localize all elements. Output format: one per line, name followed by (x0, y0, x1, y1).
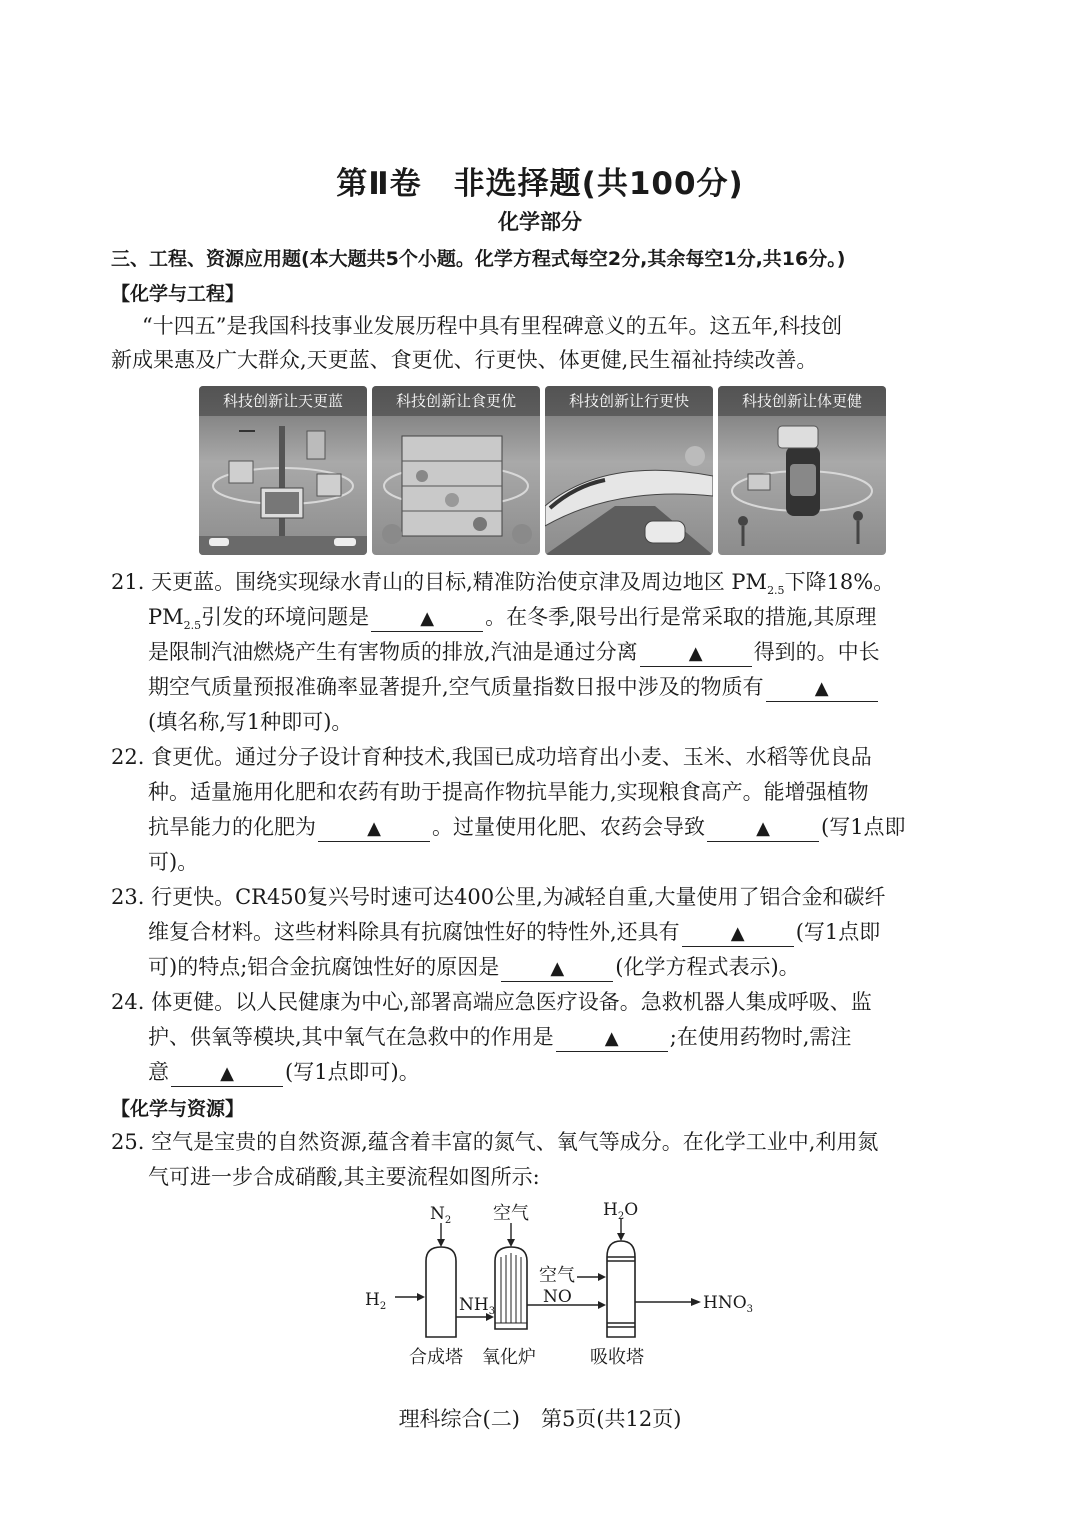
answer-blank[interactable] (682, 920, 794, 947)
q21-text: 期空气质量预报准确率显著提升,空气质量指数日报中涉及的物质有 (148, 675, 764, 699)
q22-line-4: 可)。 (148, 850, 199, 874)
q24-text: 意 (148, 1060, 169, 1084)
answer-blank[interactable] (707, 815, 819, 842)
arrow-down-icon (437, 1239, 445, 1247)
absorption-tower (607, 1241, 635, 1337)
q21-text: 。在冬季,限号出行是常采取的措施,其原理 (485, 605, 877, 629)
arrow-right-icon (417, 1293, 425, 1301)
food-cabinet-image (372, 416, 540, 555)
ammonia-label: $NH_3$ (459, 1295, 496, 1317)
q21-text: 21. 天更蓝。围绕实现绿水青山的目标,精准防治使京津及周边地区 PM (111, 570, 768, 594)
q24-line-2 (148, 1023, 851, 1052)
illustration-row (199, 386, 886, 555)
oxidation-furnace (495, 1247, 527, 1329)
arrow-down-icon (507, 1239, 515, 1247)
image-panel-label: 科技创新让食更优 (372, 386, 540, 416)
page-title: 第Ⅱ卷 非选择题(共100分) (336, 166, 744, 202)
q22-line-3 (148, 813, 906, 842)
answer-blank[interactable] (556, 1025, 668, 1052)
q23-text: 可)的特点;铝合金抗腐蚀性好的原因是 (148, 955, 500, 979)
answer-blank[interactable] (766, 675, 878, 702)
q21-line-4 (148, 673, 880, 702)
no-label: NO (543, 1287, 572, 1307)
q21-text: 下降18%。 (784, 570, 895, 594)
arrow-right-icon (598, 1273, 606, 1281)
answer-blank[interactable] (371, 605, 483, 632)
q21-text: 得到的。中长 (753, 640, 880, 664)
answer-blank[interactable] (171, 1060, 283, 1087)
q23-text: 维复合材料。这些材料除具有抗腐蚀性好的特性外,还具有 (148, 920, 680, 944)
q22-text: (写1点即 (821, 815, 906, 839)
image-panel-label: 科技创新让体更健 (718, 386, 886, 416)
nitric-acid-flowchart (355, 1195, 775, 1375)
absorption-tower-label: 吸收塔 (590, 1347, 644, 1368)
image-panel-health (718, 386, 886, 555)
q23-text: (化学方程式表示)。 (615, 955, 800, 979)
q21-text: 引发的环境问题是 (201, 605, 370, 629)
arrow-right-icon (598, 1301, 606, 1309)
blank-marker-icon: ▲ (367, 818, 381, 839)
q25-line-1: 25. 空气是宝贵的自然资源,蕴含着丰富的氮气、氧气等成分。在化学工业中,利用氮 (111, 1130, 879, 1154)
blank-marker-icon: ▲ (220, 1063, 234, 1084)
blank-marker-icon: ▲ (604, 1028, 619, 1049)
subscript: 2.5 (767, 584, 785, 598)
q21-line-3 (148, 638, 880, 667)
synthesis-tower (426, 1247, 456, 1337)
air-mid-label: 空气 (539, 1265, 575, 1286)
high-speed-train-image (545, 416, 713, 555)
q22-text: 抗旱能力的化肥为 (148, 815, 316, 839)
arrow-right-icon (691, 1298, 701, 1306)
q24-text: (写1点即可)。 (285, 1060, 420, 1084)
section-heading: 三、工程、资源应用题(本大题共5个小题。化学方程式每空2分,其余每空1分,共16分。) (111, 248, 846, 270)
smart-watch-image (718, 416, 886, 555)
q22-line-2: 种。适量施用化肥和农药有助于提高作物抗旱能力,实现粮食高产。能增强植物 (148, 780, 869, 804)
image-panel-sky (199, 386, 367, 555)
resources-heading: 【化学与资源】 (111, 1098, 245, 1120)
section-subtitle: 化学部分 (498, 210, 582, 234)
q24-text: 护、供氧等模块,其中氧气在急救中的作用是 (148, 1025, 554, 1049)
q23-line-2 (148, 918, 880, 947)
synthesis-tower-label: 合成塔 (409, 1347, 463, 1368)
q21-line-1 (111, 568, 894, 605)
image-panel-food (372, 386, 540, 555)
q21-line-2 (148, 603, 877, 640)
blank-marker-icon: ▲ (550, 958, 565, 979)
q22-text: 。过量使用化肥、农药会导致 (432, 815, 705, 839)
q24-text: ;在使用药物时,需注 (669, 1025, 852, 1049)
image-panel-label: 科技创新让行更快 (545, 386, 713, 416)
blank-marker-icon: ▲ (688, 643, 703, 664)
q21-text: 是限制汽油燃烧产生有害物质的排放,汽油是通过分离 (148, 640, 638, 664)
q25-line-2: 气可进一步合成硝酸,其主要流程如图所示: (148, 1165, 540, 1189)
air-monitor-station-image (199, 416, 367, 555)
answer-blank[interactable] (501, 955, 613, 982)
h2-label: $H_2$ (365, 1290, 387, 1312)
subscript: 2.5 (183, 619, 202, 633)
q21-line-5: (填名称,写1种即可)。 (148, 710, 353, 734)
q23-line-3 (148, 953, 800, 982)
q23-line-1: 23. 行更快。CR450复兴号时速可达400公里,为减轻自重,大量使用了铝合金和碳纤 (111, 885, 886, 909)
intro-line-2: 新成果惠及广大群众,天更蓝、食更优、行更快、体更健,民生福祉持续改善。 (111, 348, 818, 372)
q22-line-1: 22. 食更优。通过分子设计育种技术,我国已成功培育出小麦、玉米、水稻等优良品 (111, 745, 872, 769)
image-panel-train (545, 386, 713, 555)
air-input-label: 空气 (493, 1203, 529, 1224)
image-panel-label: 科技创新让天更蓝 (199, 386, 367, 416)
q21-text: PM (148, 605, 184, 629)
blank-marker-icon: ▲ (756, 818, 770, 839)
answer-blank[interactable] (318, 815, 430, 842)
q23-text: (写1点即 (795, 920, 881, 944)
intro-line-1: “十四五”是我国科技事业发展历程中具有里程碑意义的五年。这五年,科技创 (142, 314, 843, 338)
hno3-label: $HNO_3$ (703, 1293, 754, 1315)
blank-marker-icon: ▲ (420, 608, 435, 629)
water-label: $H_2O$ (603, 1200, 639, 1222)
engineering-heading: 【化学与工程】 (111, 283, 245, 305)
page-footer: 理科综合(二) 第5页(共12页) (398, 1407, 682, 1431)
q24-line-1: 24. 体更健。以人民健康为中心,部署高端应急医疗设备。急救机器人集成呼吸、监 (111, 990, 872, 1014)
n2-label: $N_2$ (430, 1204, 452, 1226)
q24-line-3 (148, 1058, 420, 1087)
blank-marker-icon: ▲ (814, 678, 829, 699)
arrow-down-icon (617, 1233, 625, 1241)
answer-blank[interactable] (640, 640, 752, 667)
blank-marker-icon: ▲ (730, 923, 745, 944)
oxidation-furnace-label: 氧化炉 (482, 1347, 536, 1368)
